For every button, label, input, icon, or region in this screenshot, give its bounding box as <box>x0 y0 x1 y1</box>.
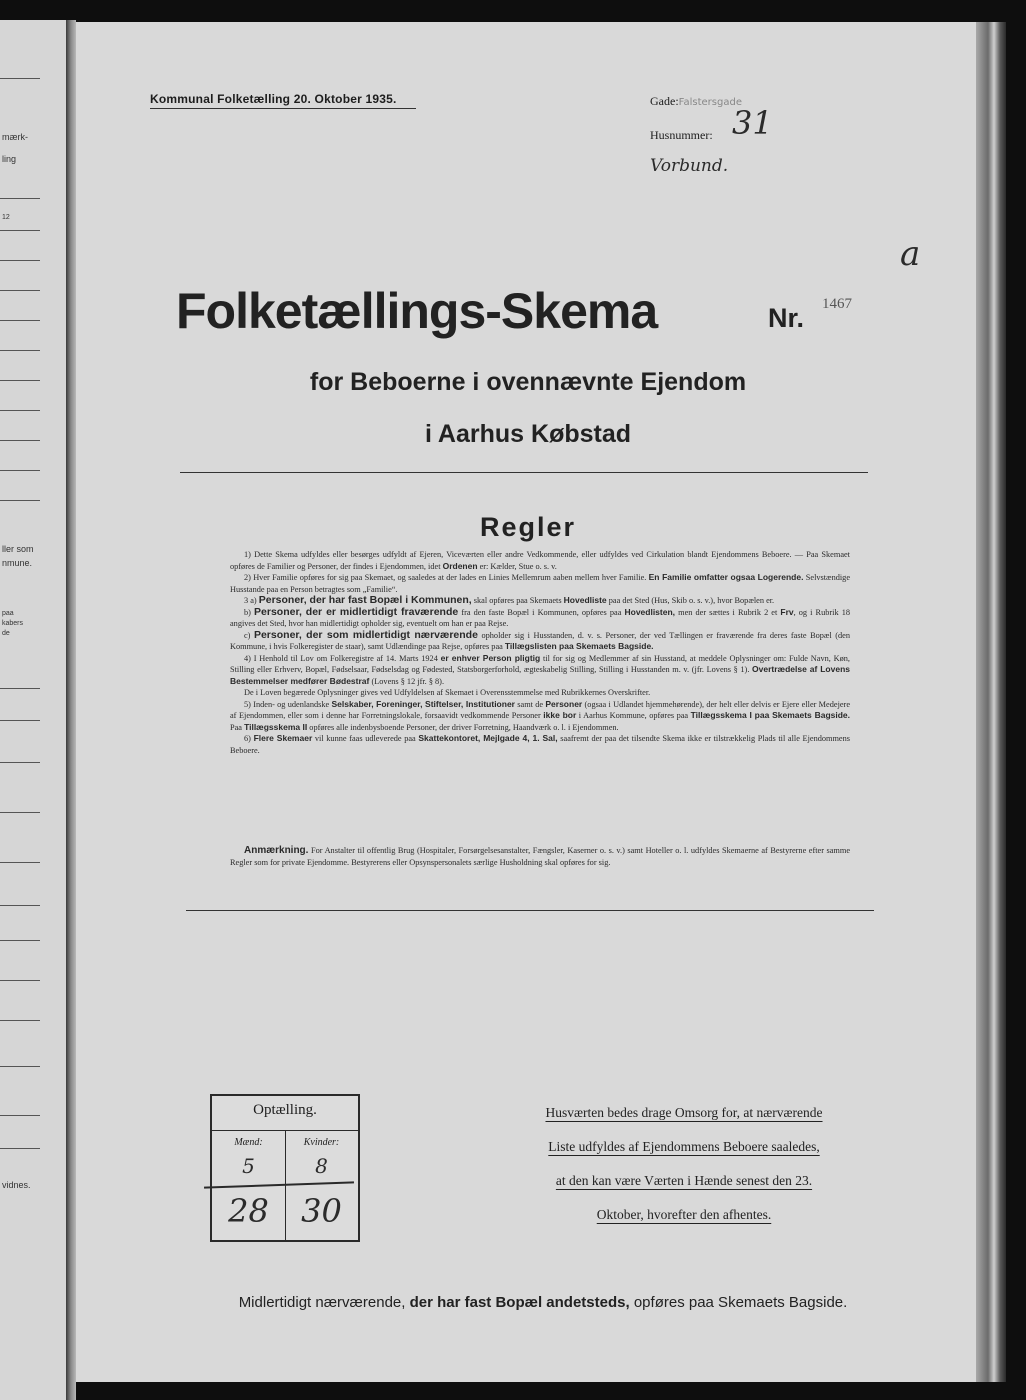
subtitle-town: i Aarhus Købstad <box>424 420 632 448</box>
rules-heading: Regler <box>479 512 577 542</box>
women-count-total: 30 <box>301 1192 342 1230</box>
rule-6: 6) Flere Skemaer vil kunne faas udleverede paa Skattekontoret, Mejlgade 4, 1. Sal, saafremt der paa det tilsendte Skema ikke er tilstrækkelig Plads til alle Ejendommens Beboere. <box>230 733 850 755</box>
ruled-line <box>0 320 40 321</box>
ruled-line <box>0 78 40 79</box>
ruled-line <box>0 762 40 763</box>
footer-part-2: der har fast Bopæl andetsteds, <box>409 1294 630 1311</box>
ruled-line <box>0 720 40 721</box>
ruled-line <box>0 350 40 351</box>
ruled-line <box>0 230 40 231</box>
form-number-label: Nr. <box>768 303 805 333</box>
footer-part-1: Midlertidigt nærværende, <box>238 1294 406 1311</box>
rule-4: 4) I Henhold til Lov om Folkeregistre af 14. Marts 1924 er enhver Person pligtig til for sig og Medlemmer af sin Husstand, at meddele Oplysninger om: Fulde Navn, Køn, Stilling eller Erhverv, Bopæl, Fødselsaar, Fødselsdag og Fødested, Statsborgerforhold, ægteskabelig Stilling, Stilling i Husstanden m. v. (jfr. Lovens § 1). Overtrædelse af Lovens Bestemmelser medfører Bødestraf (Lovens § 12 jfr. § 8). <box>230 652 850 686</box>
count-box <box>210 1094 360 1242</box>
rule-3c: c) Personer, der som midlertidigt nærværende opholder sig i Husstanden, d. v. s. Personer, der ved Tællingen er fraværende fra deres faste Bopæl (den Kommune, i hvis Folkeregister de staar), samt Udlændinge paa Rejse, opføres paa Tillægslisten paa Skemaets Bagside. <box>230 628 851 651</box>
house-number-label: Husnummer: <box>650 128 713 142</box>
ruled-line <box>0 500 40 501</box>
page-stack-edge <box>976 22 1006 1382</box>
house-number-field <box>650 126 713 144</box>
book-spine <box>66 20 76 1400</box>
left-page-fragment: mærk- <box>2 132 28 142</box>
ruled-line <box>0 980 40 981</box>
notice-line: at den kan være Værten i Hænde senest den 23. <box>555 1173 813 1188</box>
rule-3b: b) Personer, der er midlertidigt fraværende fra den faste Bopæl i Kommunen, opføres paa Hovedlisten, men der sættes i Rubrik 2 et Frv, og i Rubrik 18 angives det Sted, hvor han midlertidigt opholder sig, eventuelt om han er paa Rejse. <box>230 605 850 628</box>
street-label: Gade: <box>650 94 679 108</box>
men-count-struck: 5 <box>242 1154 255 1178</box>
ruled-line <box>0 290 40 291</box>
strike-through-line <box>204 1181 354 1188</box>
left-page-fragment: 12 <box>2 214 10 221</box>
header-underline <box>150 108 416 109</box>
census-date-line: Kommunal Folketælling 20. Oktober 1935. <box>150 92 397 106</box>
ruled-line <box>0 862 40 863</box>
men-count-total: 28 <box>228 1192 269 1230</box>
left-page-fragment: nmune. <box>2 558 33 568</box>
left-page-fragment: ller som <box>2 544 34 554</box>
ruled-line <box>0 410 40 411</box>
notice-line: Oktober, hvorefter den afhentes. <box>596 1207 772 1222</box>
count-box-title: Optælling. <box>253 1102 317 1118</box>
house-number-value: 31 <box>732 104 773 142</box>
ruled-line <box>0 812 40 813</box>
form-number-value: 1467 <box>822 296 852 312</box>
rule-5: 5) Inden- og udenlandske Selskaber, Foreninger, Stiftelser, Institutioner samt de Personer (ogsaa i Udlandet hjemmehørende), der helt eller delvis er Ejere eller Medejere af Ejendommen, eller som i denne har Forretningslokale, forsaavidt vedkommende Personer ikke bor i Aarhus Kommune, opføres paa Tillægsskema I paa Skemaets Bagside. Paa Tillægsskema II opføres alle indenbysboende Personer, der driver Forretning, Haandværk o. l. i Ejendommen. <box>230 698 851 732</box>
left-page-fragment: kabers <box>2 620 24 627</box>
ruled-line <box>0 470 40 471</box>
women-column-header: Kvinder: <box>303 1137 340 1148</box>
notice-line: Husværten bedes drage Omsorg for, at nærværende <box>545 1105 823 1120</box>
title-divider <box>180 472 868 473</box>
rule-4-continued: De i Loven begærede Oplysninger gives ved Udfyldelsen af Skemaet i Overensstemmelse med Rubrikkernes Overskrifter. <box>244 688 651 697</box>
rule-1: 1) Dette Skema udfyldes eller besørges udfyldt af Ejeren, Viceværten eller andre Vedkommende, eller udfyldes ved Cirkulation blandt Ejendommens Beboere. — Paa Skemaet opføres de Familier og Personer, der findes i Ejendommen, idet Ordenen er: Kælder, Stue o. s. v. <box>230 550 850 571</box>
ruled-line <box>0 940 40 941</box>
rules-divider <box>186 910 874 911</box>
ruled-line <box>0 905 40 906</box>
men-column-header: Mænd: <box>234 1137 263 1148</box>
ruled-line <box>0 688 40 689</box>
left-page-fragment: vidnes. <box>2 1180 31 1190</box>
ruled-line <box>0 1148 40 1149</box>
footer-part-3: opføres paa Skemaets Bagside. <box>633 1294 848 1311</box>
left-page-fragment: ling <box>2 154 17 164</box>
rule-3a: 3 a) Personer, der har fast Bopæl i Kommunen, skal opføres paa Skemaets Hovedliste paa det Sted (Hus, Skib o. s. v.), hvor Bopælen er. <box>244 594 775 606</box>
left-page-fragment: de <box>2 630 10 637</box>
rules-text <box>230 549 850 756</box>
subtitle-residents: for Beboerne i ovennævnte Ejendom <box>309 368 747 396</box>
remark-lead: Anmærkning. <box>244 845 309 856</box>
ruled-line <box>0 1066 40 1067</box>
street-value: Falstersgade <box>678 97 742 108</box>
ruled-line <box>0 1020 40 1021</box>
left-page-fragment: paa <box>2 610 14 617</box>
landlord-notice <box>512 1096 856 1232</box>
remark-text: For Anstalter til offentlig Brug (Hospitaler, Forsørgelsesanstalter, Fængsler, Kaserner o. s. v.) samt Hoteller o. l. udfyldes Skemaerne af Bestyrerne efter samme Regler som for private Ejendomme. Bestyrerens eller Opsynspersonalets særlige Husholdning skal opføres for sig. <box>230 846 850 867</box>
footer-instruction <box>0 1294 1026 1311</box>
rule-2: 2) Hver Familie opføres for sig paa Skemaet, og saaledes at der lades en Linies Mellemrum aaben mellem hver Familie. En Familie omfatter ogsaa Logerende. Selvstændige Husstande paa en Person betragtes som „Familie“. <box>230 572 851 594</box>
street-field <box>650 92 742 110</box>
corner-handwritten-mark: a <box>900 234 921 274</box>
ruled-line <box>0 260 40 261</box>
handwritten-note: Vorbund. <box>650 156 729 176</box>
ruled-line <box>0 198 40 199</box>
women-count-struck: 8 <box>315 1154 328 1178</box>
form-title: Folketællings-Skema <box>176 283 658 339</box>
left-page-edge <box>0 20 66 1400</box>
remark-paragraph <box>230 845 850 869</box>
notice-line: Liste udfyldes af Ejendommens Beboere saaledes, <box>548 1139 820 1154</box>
ruled-line <box>0 1115 40 1116</box>
